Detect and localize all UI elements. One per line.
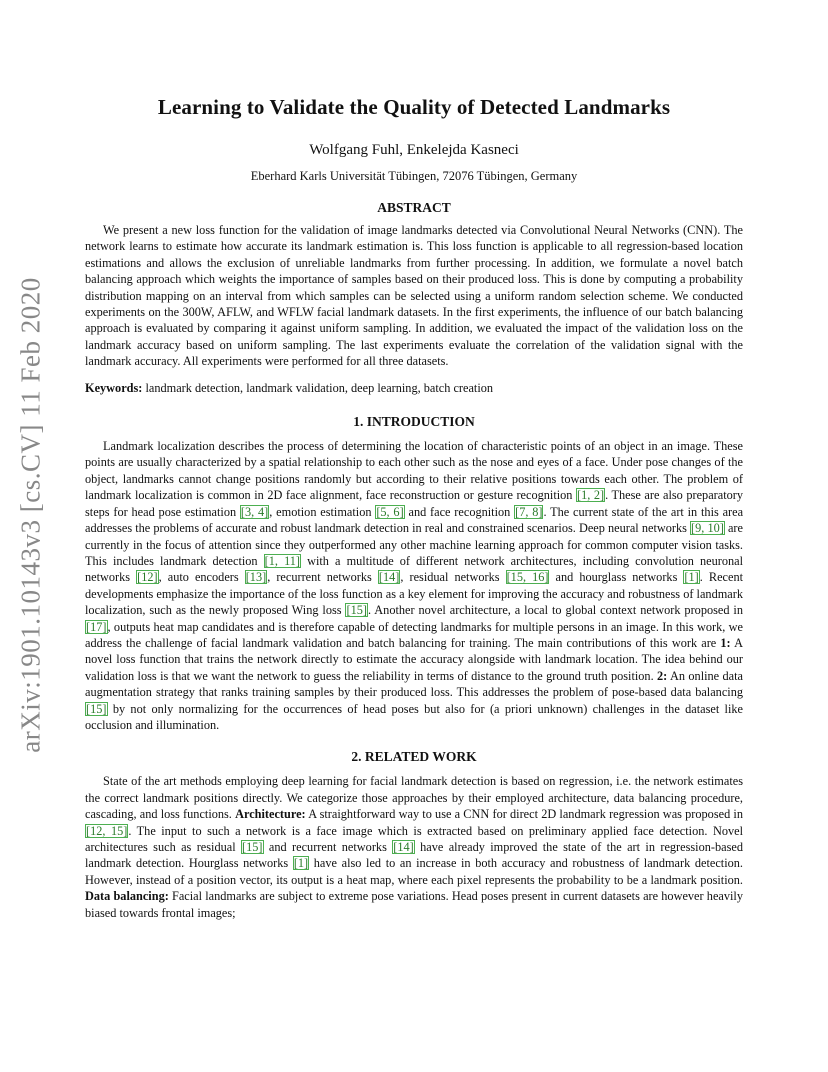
citation-link[interactable]: [15, 16] xyxy=(506,570,549,585)
citation-link[interactable]: [15] xyxy=(346,603,367,618)
bold-lead: Data balancing: xyxy=(85,889,169,904)
keywords-line xyxy=(85,380,743,396)
abstract-text: We present a new loss function for the validation of image landmarks detected via Convolutional Neural Networks (CNN). The network learns to estimate how accurate its landmark estimation is. This loss function is applicable to all regression-based location estimations and allows the exclusion of unreliable landmarks from further processing. In addition, we formulate a novel batch balancing approach which weights the importance of samples based on their produced loss. This is done by computing a probability distribution mapping on an interval from which samples can be selected using a uniform random selection scheme. We conducted experiments on the 300W, AFLW, and WFLW facial landmark datasets. In the first experiments, the influence of our batch balancing approach is evaluated by comparing it against uniform sampling. In addition, we evaluated the impact of the validation loss on the landmark accuracy based on uniform sampling. The last experiments evaluate the correlation of the validation signal with the landmark accuracy. All experiments were performed for all three datasets. xyxy=(85,223,743,369)
arxiv-stamp-text: arXiv:1901.10143v3 [cs.CV] 11 Feb 2020 xyxy=(15,277,46,753)
text-run: , outputs heat map candidates and is therefore capable of detecting landmarks for multiple persons in an image. In this work, we address the challenge of facial landmark validation and batch balancing for training. The main contributions of this work are xyxy=(85,619,743,650)
citation-link[interactable]: [12] xyxy=(137,570,158,585)
text-run: by not only normalizing for the occurrences of head poses but also for (a priori unknown) challenges in the dataset like occlusion and illumination. xyxy=(85,701,743,732)
text-run: and face recognition xyxy=(404,504,515,519)
text-run: . Recent developments emphasize the importance of the loss function as a key element for improving the accuracy and robustness of landmark localization, such as the newly proposed Wing loss xyxy=(85,570,744,618)
text-run: and recurrent networks xyxy=(263,840,393,854)
text-run: have already improved the state of the art in regression-based landmark detection. Hourglass networks xyxy=(85,840,743,871)
keywords-label: Keywords: xyxy=(85,380,143,395)
text-run: , recurrent networks xyxy=(267,570,378,585)
keywords-text: landmark detection, landmark validation, deep learning, batch creation xyxy=(142,380,494,395)
text-run: A straightforward way to use a CNN for direct 2D landmark regression was proposed in xyxy=(305,807,743,822)
section-heading-related-work: 2. RELATED WORK xyxy=(351,749,477,765)
citation-link[interactable]: [1, 11] xyxy=(264,553,301,568)
text-run: An online data augmentation strategy that ranks training samples by their produced loss. This addresses the problem of pose-based data balancing xyxy=(85,668,743,700)
text-run: A novel loss function that trains the network directly to estimate the accuracy alongside with landmark location. The idea behind our validation loss is that we want the network to guess the reliability in terms of distance to the ground truth position. xyxy=(85,635,743,683)
introduction-paragraph xyxy=(85,438,743,733)
citation-link[interactable]: [15] xyxy=(242,840,263,854)
text-run: , emotion estimation xyxy=(269,504,376,519)
text-run: , residual networks xyxy=(400,570,506,585)
bold-lead: 2: xyxy=(657,668,668,683)
text-run: . The input to such a network is a face image which is extracted based on preliminary applied face detection. Novel architectures such as residual xyxy=(85,823,744,854)
related-work-paragraph xyxy=(85,773,743,921)
text-run: . Another novel architecture, a local to global context network proposed in xyxy=(367,603,744,618)
paper-page xyxy=(85,95,743,921)
text-run: Facial landmarks are subject to extreme pose variations. Head poses present in current datasets are however heavily biased towards frontal images; xyxy=(85,889,743,920)
citation-link[interactable]: [15] xyxy=(86,701,107,716)
citation-link[interactable]: [14] xyxy=(378,570,400,585)
citation-link[interactable]: [17] xyxy=(86,619,107,634)
text-run: . The current state of the art in this area addresses the problems of accurate and robust landmark detection in real and constrained scenarios. Deep neural networks xyxy=(85,504,744,536)
text-run: are currently in the focus of attention since they outperformed any other machine learning approach for common computer vision tasks. This includes landmark detection xyxy=(85,521,743,568)
citation-link[interactable]: [13] xyxy=(245,570,267,585)
text-run: State of the art methods employing deep learning for facial landmark detection is based on regression, i.e. the network estimates the correct landmark positions directly. We categorize those approaches by their employed architecture, data balancing procedure, cascading, and loss functions. xyxy=(85,774,743,822)
citation-link[interactable]: [9, 10] xyxy=(691,521,724,536)
abstract-heading: ABSTRACT xyxy=(377,200,451,215)
author-list: Wolfgang Fuhl, Enkelejda Kasneci xyxy=(309,142,519,158)
citation-link[interactable]: [1] xyxy=(684,570,699,585)
paper-title: Learning to Validate the Quality of Detected Landmarks xyxy=(157,95,671,119)
citation-link[interactable]: [1] xyxy=(293,856,309,871)
section-heading-introduction: 1. INTRODUCTION xyxy=(353,414,475,430)
citation-link[interactable]: [7, 8] xyxy=(515,504,543,519)
text-run: with a multitude of different network architectures, including convolution neuronal networks xyxy=(85,553,744,585)
bold-lead: 1: xyxy=(720,635,731,650)
text-run: , auto encoders xyxy=(158,570,245,585)
citation-link[interactable]: [1, 2] xyxy=(577,488,605,503)
citation-link[interactable]: [14] xyxy=(393,840,414,854)
text-run: Landmark localization describes the process of determining the location of characteristic points of an object in an image. These points are usually characterized by a spatial relationship to each other such as the nose and eyes of a face. Under pose changes of the object, landmarks cannot change positions randomly but according to their relative positions towards each other. The problem of landmark localization is common in 2D face alignment, face reconstruction or gesture recognition xyxy=(85,439,743,503)
citation-link[interactable]: [3, 4] xyxy=(240,504,269,519)
citation-link[interactable]: [12, 15] xyxy=(86,823,128,838)
text-run: and hourglass networks xyxy=(549,570,684,585)
bold-lead: Architecture: xyxy=(235,807,306,822)
citation-link[interactable]: [5, 6] xyxy=(376,504,404,519)
affiliation: Eberhard Karls Universität Tübingen, 72076 Tübingen, Germany xyxy=(250,169,578,183)
text-run: have also led to an increase in both accuracy and robustness of landmark detection. However, instead of a position vector, its output is a heat map, where each pixel represents the probability to be a landmark position. xyxy=(85,856,743,887)
text-run: . These are also preparatory steps for head pose estimation xyxy=(85,488,744,519)
arxiv-stamp xyxy=(8,260,54,770)
